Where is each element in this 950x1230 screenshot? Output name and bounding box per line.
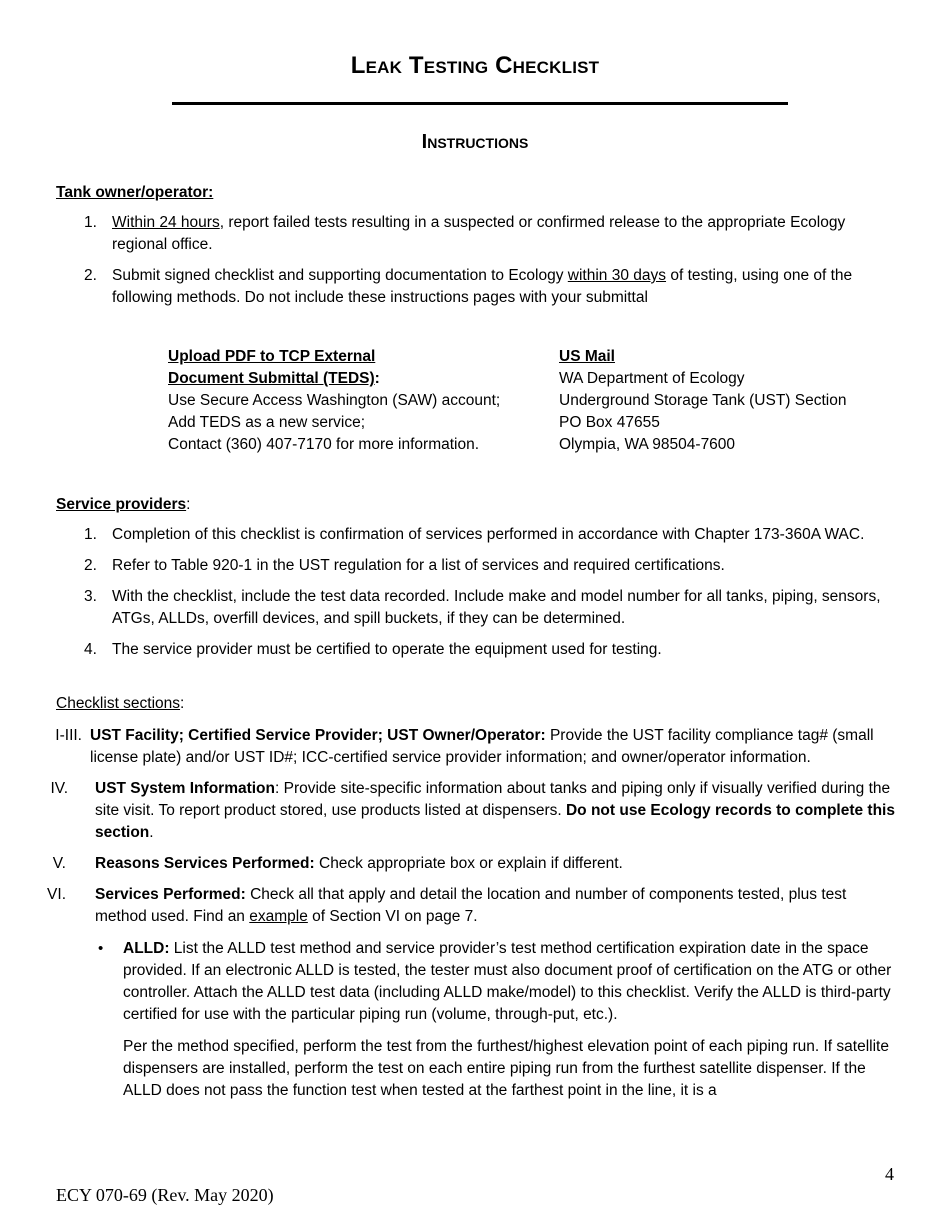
section-text: Check appropriate box or explain if different.: [314, 855, 623, 872]
section-subtitle: [0, 131, 950, 154]
upload-heading-line1: Upload PDF to TCP External: [168, 348, 376, 365]
list-item: [56, 212, 896, 256]
item-text: With the checklist, include the test data recorded. Include make and model number for all tanks, piping, sensors, ATGs, ALLDs, overfill devices, and spill buckets, if they can be determined.: [112, 588, 881, 627]
upload-line: Use Secure Access Washington (SAW) account;: [168, 392, 501, 409]
upload-heading-colon: :: [374, 370, 380, 387]
item-underlined-text: Within 24 hours: [112, 214, 220, 231]
item-text: , report failed tests resulting in a suspected or confirmed release to the appropriate Ecology regional office.: [112, 214, 846, 253]
item-text: of testing, using one of the following methods. Do not include these instructions pages with your submittal: [112, 267, 853, 306]
alld-paragraph: Per the method specified, perform the test from the furthest/highest elevation point of each piping run. If satellite dispensers are installed, perform the test on each entire piping run from the furthest satellite dispenser. If the ALLD does not pass the function test when tested at the farthest point in the line, it is a: [123, 1038, 889, 1099]
sections-heading-colon: :: [180, 695, 185, 712]
example-link[interactable]: example: [249, 908, 308, 925]
item-text: Completion of this checklist is confirmation of services performed in accordance with Chapter 173-360A WAC.: [112, 526, 865, 543]
list-item: [56, 265, 896, 309]
page-title-text: Leak Testing Checklist: [350, 52, 600, 79]
subtitle-text: Instructions: [421, 131, 529, 153]
section-number: IV.: [50, 780, 68, 797]
item-text: Refer to Table 920-1 in the UST regulation for a list of services and required certifications.: [112, 557, 725, 574]
sections-heading-text: Checklist sections: [56, 695, 181, 712]
alld-bullet: [56, 938, 896, 1026]
section-item: [47, 884, 896, 928]
upload-heading-line2: Document Submittal (TEDS): [168, 370, 375, 387]
section-number: V.: [52, 855, 66, 872]
providers-heading: [56, 494, 896, 516]
upload-method: [168, 346, 559, 456]
mail-line: WA Department of Ecology: [559, 370, 745, 387]
section-text: .: [149, 824, 154, 841]
page-title: [0, 52, 950, 80]
list-item: [56, 524, 896, 546]
list-item: [56, 555, 896, 577]
item-text: The service provider must be certified to operate the equipment used for testing.: [112, 641, 662, 658]
mail-line: Underground Storage Tank (UST) Section: [559, 392, 847, 409]
item-number: 1.: [84, 526, 97, 543]
instructions-body: [47, 182, 896, 1102]
section-text: Provide the UST facility compliance tag# (small license plate) and/or UST ID#; ICC-certified service provider information; and owner/operator information.: [90, 727, 874, 766]
owner-heading: Tank owner/operator:: [56, 184, 214, 201]
section-number: VI.: [47, 886, 66, 903]
upload-line: Add TEDS as a new service;: [168, 414, 365, 431]
mail-line: PO Box 47655: [559, 414, 660, 431]
submittal-methods: [168, 346, 896, 456]
section-number: I-III.: [55, 727, 82, 744]
item-underlined-text: within 30 days: [567, 267, 667, 284]
section-text: of Section VI on page 7.: [307, 908, 478, 925]
page-number: 4: [885, 1164, 894, 1184]
section-text: : Provide site-specific information about tanks and piping only if visually verified during the site visit. To report product stored, use products listed at dispensers.: [95, 780, 891, 819]
item-number: 3.: [84, 588, 97, 605]
alld-label: ALLD:: [123, 940, 170, 957]
bullet-icon: •: [98, 940, 104, 957]
section-item: [50, 778, 896, 844]
section-item: [56, 725, 896, 769]
section-label: UST System Information: [95, 780, 275, 797]
item-number: 2.: [84, 557, 97, 574]
sections-list: [47, 725, 896, 928]
section-label: Reasons Services Performed:: [95, 855, 315, 872]
form-number: ECY 070-69 (Rev. May 2020): [56, 1185, 274, 1205]
section-label: UST Facility; Certified Service Provider; UST Owner/Operator:: [90, 727, 546, 744]
mail-method: [559, 346, 889, 456]
mail-line: Olympia, WA 98504-7600: [559, 436, 736, 453]
mail-heading: US Mail: [559, 348, 615, 365]
section-label: Services Performed:: [95, 886, 246, 903]
providers-heading-colon: :: [186, 496, 191, 513]
providers-heading-text: Service providers: [56, 496, 187, 513]
alld-text: List the ALLD test method and service provider’s test method certification expiration date in the space provided. If an electronic ALLD is tested, the tester must also document proof of certification on the ATG or other controller. Attach the ALLD test data (including ALLD make/model) to this checklist. Verify the ALLD is third-party certified for use with the particular piping run (volume, through-put, etc.).: [123, 940, 892, 1023]
item-number: 4.: [84, 641, 97, 658]
owner-list: [56, 212, 896, 309]
upload-line: Contact (360) 407-7170 for more information.: [168, 436, 480, 453]
item-text: Submit signed checklist and supporting documentation to Ecology: [112, 267, 568, 284]
section-item: [52, 853, 896, 875]
item-number: 2.: [84, 267, 97, 284]
providers-list: [56, 524, 896, 661]
section-bold-note: Do not use Ecology records to complete this section: [95, 802, 895, 841]
title-divider: [172, 102, 788, 105]
item-number: 1.: [84, 214, 97, 231]
section-text: Check all that apply and detail the location and number of components tested, plus test method used. Find an: [95, 886, 847, 925]
sections-heading: [56, 693, 896, 715]
list-item: [56, 639, 896, 661]
list-item: [56, 586, 896, 630]
